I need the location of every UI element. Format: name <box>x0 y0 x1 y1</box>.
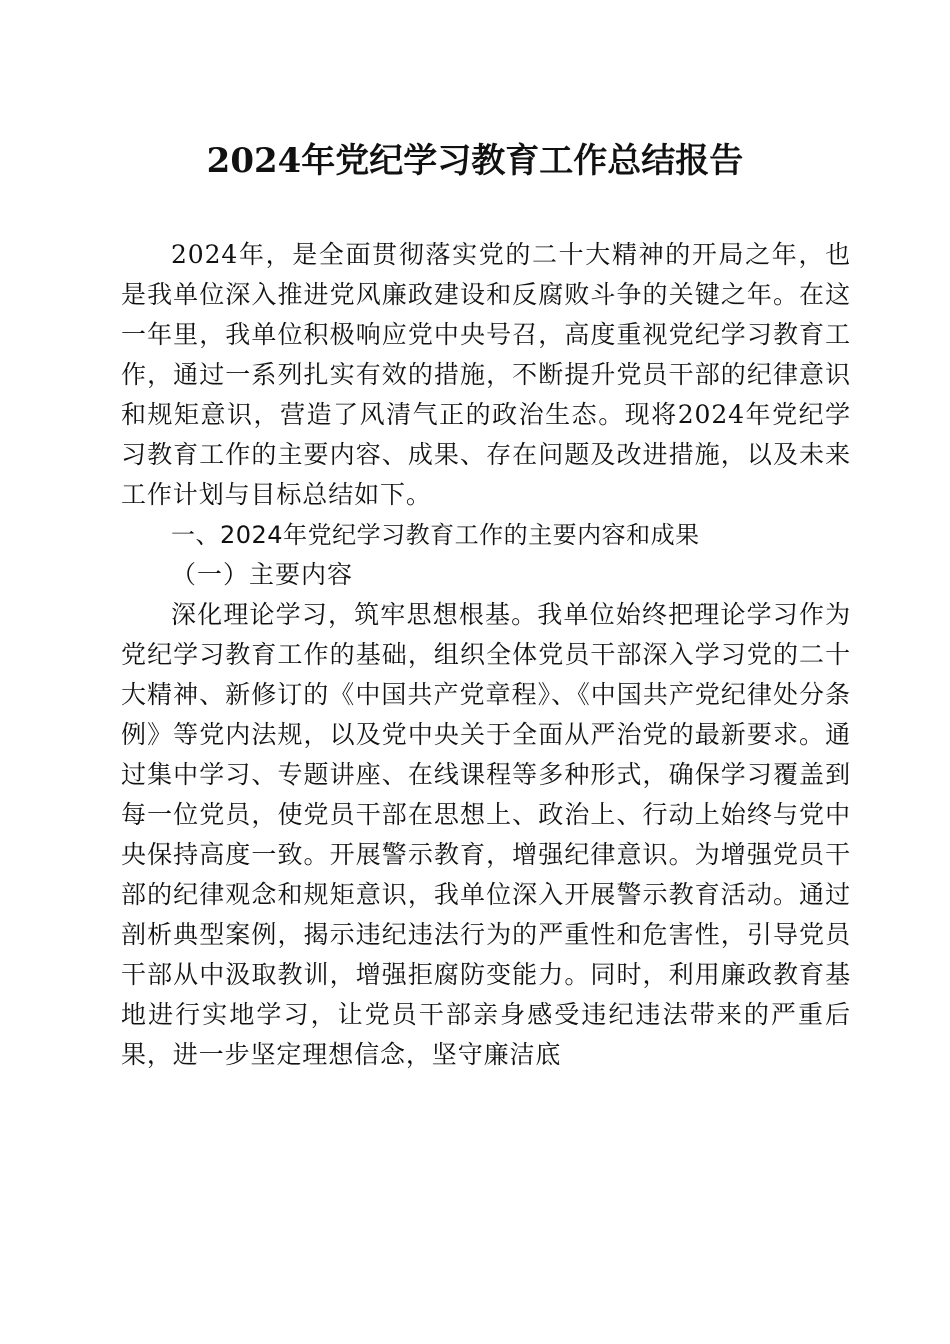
section-heading: 一、2024年党纪学习教育工作的主要内容和成果 <box>171 521 700 549</box>
document-body <box>121 235 851 1075</box>
document-title: 2024年党纪学习教育工作总结报告 <box>206 141 744 181</box>
intro-paragraph: 2024年，是全面贯彻落实党的二十大精神的开局之年，也是我单位深入推进党风廉政建设和反腐败斗争的关键之年。在这一年里，我单位积极响应党中央号召，高度重视党纪学习教育工作，通过一系列扎实有效的措施，不断提升党员干部的纪律意识和规矩意识，营造了风清气正的政治生态。现将2024年党纪学习教育工作的主要内容、成果、存在问题及改进措施，以及未来工作计划与目标总结如下。 <box>121 240 851 509</box>
body-paragraph: 深化理论学习，筑牢思想根基。我单位始终把理论学习作为党纪学习教育工作的基础，组织全体党员干部深入学习党的二十大精神、新修订的《中国共产党章程》、《中国共产党纪律处分条例》等党内法规，以及党中央关于全面从严治党的最新要求。通过集中学习、专题讲座、在线课程等多种形式，确保学习覆盖到每一位党员，使党员干部在思想上、政治上、行动上始终与党中央保持高度一致。开展警示教育，增强纪律意识。为增强党员干部的纪律观念和规矩意识，我单位深入开展警示教育活动。通过剖析典型案例，揭示违纪违法行为的严重性和危害性，引导党员干部从中汲取教训，增强拒腐防变能力。同时，利用廉政教育基地进行实地学习，让党员干部亲身感受违纪违法带来的严重后果，进一步坚定理想信念，坚守廉洁底 <box>121 600 851 1069</box>
subsection-heading: （一）主要内容 <box>171 560 354 589</box>
